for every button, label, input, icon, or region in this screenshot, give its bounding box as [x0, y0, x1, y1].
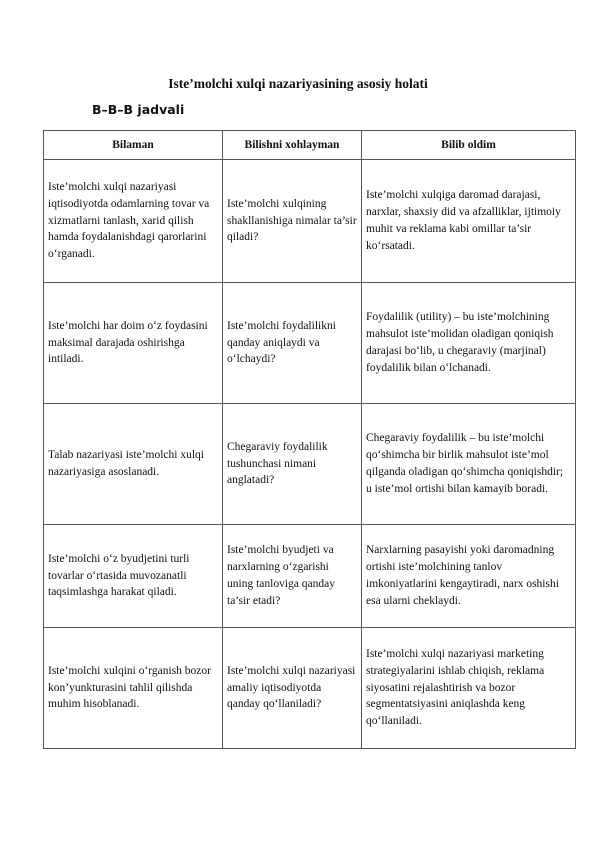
- table-row: [44, 628, 576, 749]
- table-cell: Iste’molchi o‘z byudjetini turli tovarlar o‘rtasida muvozanatli taqsimlashga harakat qiladi.: [44, 525, 223, 628]
- table-cell: Narxlarning pasayishi yoki daromadning ortishi iste’molchining tanlov imkoniyatlarini kengaytiradi, narx oshishi esa ularni cheklaydi.: [362, 525, 576, 628]
- table-row: [44, 283, 576, 404]
- table-cell: Chegaraviy foydalilik tushunchasi nimani anglatadi?: [223, 404, 362, 525]
- header-bilaman: Bilaman: [44, 131, 223, 160]
- table-cell: Talab nazariyasi iste’molchi xulqi nazariyasiga asoslanadi.: [44, 404, 223, 525]
- table-row: [44, 525, 576, 628]
- table-cell: Iste’molchi xulqi nazariyasi marketing strategiyalarini ishlab chiqish, reklama siyosatini rejalashtirish va bozor segmentatsiyasini aniqlashda keng qo‘llaniladi.: [362, 628, 576, 749]
- table-header-row: [44, 131, 576, 160]
- table-row: [44, 404, 576, 525]
- table-cell: Iste’molchi foydalilikni qanday aniqlaydi va o‘lchaydi?: [223, 283, 362, 404]
- table-cell: Iste’molchi byudjeti va narxlarning o‘zgarishi uning tanloviga qanday ta’sir etadi?: [223, 525, 362, 628]
- table-cell: Iste’molchi har doim o‘z foydasini maksimal darajada oshirishga intiladi.: [44, 283, 223, 404]
- bbb-table: [43, 130, 576, 749]
- table-cell: Iste’molchi xulqining shakllanishiga nimalar ta’sir qiladi?: [223, 160, 362, 283]
- table-cell: Iste’molchi xulqi nazariyasi iqtisodiyotda odamlarning tovar va xizmatlarni tanlash, xarid qilish hamda foydalanishdagi qarorlarini o‘rganadi.: [44, 160, 223, 283]
- table-cell: Chegaraviy foydalilik – bu iste’molchi qo‘shimcha bir birlik mahsulot iste’mol qilganda oladigan qo‘shimcha qoniqishdir; u iste’mol ortishi bilan kamayib boradi.: [362, 404, 576, 525]
- table-cell: Iste’molchi xulqiga daromad darajasi, narxlar, shaxsiy did va afzalliklar, ijtimoiy muhit va reklama kabi omillar ta’sir ko‘rsatadi.: [362, 160, 576, 283]
- table-caption: B–B–B jadvali: [92, 102, 185, 117]
- table-cell: Foydalilik (utility) – bu iste’molchining mahsulot iste’molidan oladigan qoniqish darajasi bo‘lib, u chegaraviy (marjinal) foydalilik bilan o‘lchanadi.: [362, 283, 576, 404]
- header-bilishni-xohlayman: Bilishni xohlayman: [223, 131, 362, 160]
- page-title: Iste’molchi xulqi nazariyasining asosiy holati: [168, 76, 428, 91]
- table-cell: Iste’molchi xulqi nazariyasi amaliy iqtisodiyotda qanday qo‘llaniladi?: [223, 628, 362, 749]
- table-row: [44, 160, 576, 283]
- header-bilib-oldim: Bilib oldim: [362, 131, 576, 160]
- table-cell: Iste’molchi xulqini o‘rganish bozor kon’yunkturasini tahlil qilishda muhim hisoblanadi.: [44, 628, 223, 749]
